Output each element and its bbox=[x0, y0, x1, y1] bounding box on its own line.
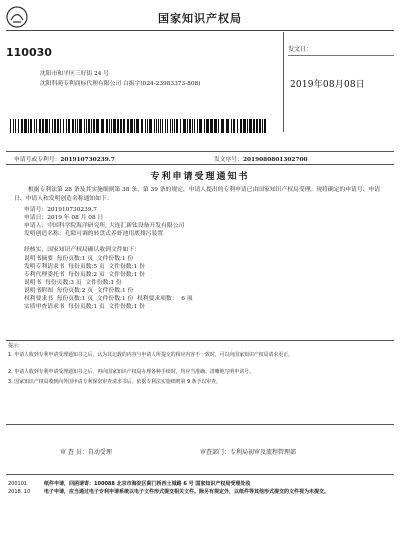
note-item: 2. 申请人收到专利申请受理通知书之后，再向国家知识产权局办理各种手续时，均应当准确、清晰地写明申请号。 bbox=[8, 369, 254, 375]
form-version: 2018. 10 bbox=[8, 489, 31, 495]
divider bbox=[6, 474, 394, 475]
file-item: 说明书 每份页数:3 页 文件份数:1 份 bbox=[24, 280, 122, 286]
footer-electronic-instruction: 电子申请，应当通过电子专利申请系统以电子文件形式提交相关文件。除另有规定外，以纸件等其他形式提交的文件视为未提交。 bbox=[44, 489, 330, 495]
address-line-1: 沈阳市和平区三好街 24 号 bbox=[40, 71, 110, 77]
field-application-date: 申请日：2019 年 08 月 08 日 bbox=[24, 215, 104, 221]
notes-title: 提示： bbox=[8, 343, 23, 349]
footer-mail-instruction: 纸件申请，回函请寄：100088 北京市海淀区蓟门桥西土城路 6 号 国家知识产权局受理处收 bbox=[44, 481, 251, 487]
document-serial-value: 2019080801302700 bbox=[243, 157, 308, 163]
barcode bbox=[10, 118, 270, 132]
intro-text: 根据专利法第 28 条及其实施细则第 38 条、第 39 条的规定，申请人提出的专利申请已由国家知识产权局受理。现将确定的申请号、申请日、申请人和发明创造名称通知如下： bbox=[14, 187, 381, 202]
document-title: 专利申请受理通知书 bbox=[150, 172, 250, 182]
file-item: 实质审查请求书 每份页数:1 页 文件份数:1 份 bbox=[24, 304, 145, 310]
received-files-heading: 经核实，国家知识产权局确认收到文件如下： bbox=[24, 247, 140, 253]
divider bbox=[6, 340, 394, 341]
document-serial bbox=[214, 154, 308, 163]
file-item: 权利要求书 每份页数:1 页 文件份数:1 份 权利要求项数： 6 项 bbox=[24, 296, 193, 302]
examiner: 审 查 员：自动受理 bbox=[60, 449, 112, 456]
file-item: 说明书摘要 每份页数:1 页 文件份数:1 份 bbox=[24, 256, 134, 262]
intro-paragraph bbox=[14, 186, 388, 203]
file-item: 说明书附图 每份页数:2 页 文件份数:1 份 bbox=[24, 288, 134, 294]
divider bbox=[6, 424, 394, 425]
divider bbox=[6, 151, 394, 152]
document-serial-label: 发文序号： bbox=[214, 157, 243, 163]
note-item: 3. 国家知识产权局收到向外国申请专利保密审查请求书后，依据专利法实施细则第 9 条予以审查。 bbox=[8, 379, 221, 385]
issue-date-label: 发文日： bbox=[288, 46, 313, 53]
examining-department: 审查部门：专利局初审及流程管理部 bbox=[200, 449, 297, 456]
application-number-value: 201910730239.7 bbox=[60, 157, 115, 163]
application-number-label: 申请号或专利号： bbox=[14, 157, 61, 163]
field-applicant: 申请人：中国科学院海洋研究所, 大连汇新钛设备开发有限公司 bbox=[24, 223, 185, 229]
file-item: 专利代理委托书 每份页数:2 页 文件份数:1 份 bbox=[24, 272, 145, 278]
address-line-2: 沈阳科苑专利商标代理有限公司 白振宇(024-23983373-808) bbox=[40, 81, 201, 87]
field-invention-title: 发明创造名称：孔隙可调的转盘式养虾池用底排污装置 bbox=[24, 231, 164, 237]
divider bbox=[288, 55, 394, 56]
postcode: 110030 bbox=[6, 46, 52, 59]
file-item: 发明专利请求书 每份页数:5 页 文件份数:1 份 bbox=[24, 264, 145, 270]
divider bbox=[6, 164, 394, 165]
divider bbox=[283, 32, 284, 132]
issue-date: 2019年08月08日 bbox=[290, 80, 366, 90]
form-code: 200101 bbox=[8, 481, 28, 487]
page-header-title: 国家知识产权局 bbox=[158, 12, 242, 25]
note-item: 1. 申请人收到专利申请受理通知书之后，认为其记载的内容与申请人所提交的相应内容不一致时，可以向国家知识产权局请求更正。 bbox=[8, 352, 293, 358]
application-number bbox=[14, 154, 115, 163]
divider bbox=[6, 30, 394, 31]
field-application-number: 申请号：201910730239.7 bbox=[24, 207, 97, 213]
